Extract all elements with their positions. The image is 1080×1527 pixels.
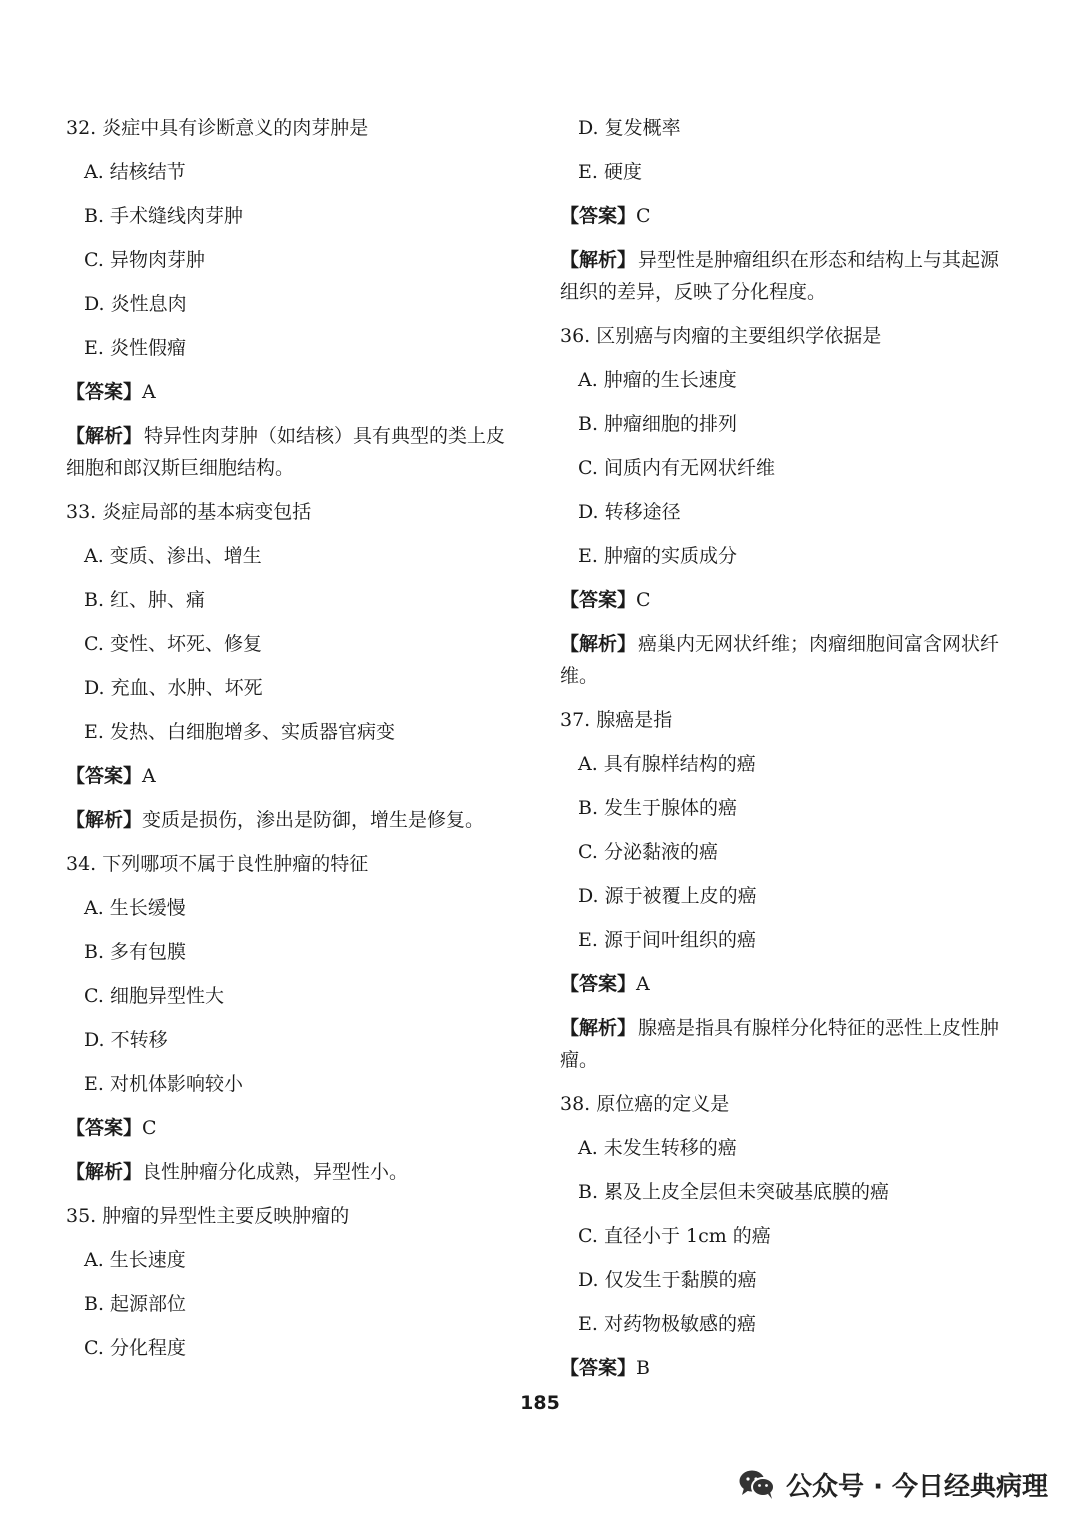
- question-34-answer: [66, 1106, 516, 1150]
- question-36-analysis: [560, 622, 1010, 698]
- watermark-text: 公众号 · 今日经典病理: [786, 1471, 1048, 1502]
- question-33-option-a: A. 变质、渗出、增生: [84, 545, 262, 567]
- page-number: 185: [520, 1392, 560, 1414]
- question-36-option-c: C. 间质内有无网状纤维: [578, 457, 775, 479]
- question-36-option-e: E. 肿瘤的实质成分: [578, 545, 737, 567]
- question-37-option-d: D. 源于被覆上皮的癌: [578, 885, 757, 907]
- answer-value: C: [636, 205, 651, 227]
- question-32-option-e: E. 炎性假瘤: [84, 337, 186, 359]
- answer-label: 【答案】: [560, 589, 637, 611]
- left-column: [66, 106, 516, 1370]
- wechat-icon: [738, 1468, 776, 1500]
- question-36-answer: [560, 578, 1010, 622]
- question-34-stem: 34. 下列哪项不属于良性肿瘤的特征: [66, 853, 369, 875]
- question-36-option-b: B. 肿瘤细胞的排列: [578, 413, 738, 435]
- watermark: [738, 1462, 1048, 1506]
- analysis-text: 异型性是肿瘤组织在形态和结构上与其起源组织的差异，反映了分化程度。: [560, 249, 1000, 303]
- question-32-option-b: B. 手术缝线肉芽肿: [84, 205, 244, 227]
- analysis-label: 【解析】: [560, 1017, 637, 1039]
- question-33-option-c: C. 变性、坏死、修复: [84, 633, 262, 655]
- question-35-option-a: A. 生长速度: [84, 1249, 186, 1271]
- question-34-option-e: E. 对机体影响较小: [84, 1073, 243, 1095]
- answer-value: C: [142, 1117, 157, 1139]
- analysis-label: 【解析】: [66, 425, 143, 447]
- question-37-analysis: [560, 1006, 1010, 1082]
- analysis-text: 癌巢内无网状纤维；肉瘤细胞间富含网状纤维。: [560, 633, 1000, 687]
- question-35-option-e: E. 硬度: [578, 161, 642, 183]
- question-34-option-c: C. 细胞异型性大: [84, 985, 224, 1007]
- question-38-option-b: B. 累及上皮全层但未突破基底膜的癌: [578, 1181, 890, 1203]
- question-34-option-a: A. 生长缓慢: [84, 897, 186, 919]
- question-35-option-d: D. 复发概率: [578, 117, 681, 139]
- question-32-stem: 32. 炎症中具有诊断意义的肉芽肿是: [66, 117, 369, 139]
- question-33-option-e: E. 发热、白细胞增多、实质器官病变: [84, 721, 395, 743]
- question-36-option-a: A. 肿瘤的生长速度: [578, 369, 737, 391]
- answer-value: C: [636, 589, 651, 611]
- question-32-option-c: C. 异物肉芽肿: [84, 249, 205, 271]
- right-column: [560, 106, 1010, 1390]
- question-33-stem: 33. 炎症局部的基本病变包括: [66, 501, 312, 523]
- question-38-option-c: C. 直径小于 1cm 的癌: [578, 1225, 771, 1247]
- answer-label: 【答案】: [66, 765, 143, 787]
- answer-label: 【答案】: [560, 973, 637, 995]
- question-33-answer: [66, 754, 516, 798]
- question-37-option-b: B. 发生于腺体的癌: [578, 797, 738, 819]
- question-37-option-c: C. 分泌黏液的癌: [578, 841, 718, 863]
- analysis-label: 【解析】: [560, 633, 637, 655]
- question-35-answer: [560, 194, 1010, 238]
- answer-value: A: [142, 381, 156, 403]
- analysis-text: 腺癌是指具有腺样分化特征的恶性上皮性肿瘤。: [560, 1017, 1000, 1071]
- question-38-answer: [560, 1346, 1010, 1390]
- question-38-option-a: A. 未发生转移的癌: [578, 1137, 737, 1159]
- question-32-analysis: [66, 414, 516, 490]
- answer-label: 【答案】: [66, 1117, 143, 1139]
- analysis-text: 变质是损伤，渗出是防御，增生是修复。: [142, 809, 485, 831]
- question-37-answer: [560, 962, 1010, 1006]
- question-32-option-a: A. 结核结节: [84, 161, 186, 183]
- question-32-answer: [66, 370, 516, 414]
- question-38-stem: 38. 原位癌的定义是: [560, 1093, 730, 1115]
- question-37-option-e: E. 源于间叶组织的癌: [578, 929, 756, 951]
- analysis-label: 【解析】: [560, 249, 637, 271]
- analysis-text: 特异性肉芽肿（如结核）具有典型的类上皮细胞和郎汉斯巨细胞结构。: [66, 425, 506, 479]
- question-37-stem: 37. 腺癌是指: [560, 709, 673, 731]
- question-37-option-a: A. 具有腺样结构的癌: [578, 753, 756, 775]
- answer-value: A: [142, 765, 156, 787]
- question-35-option-c: C. 分化程度: [84, 1337, 186, 1359]
- question-34-option-d: D. 不转移: [84, 1029, 168, 1051]
- question-35-analysis: [560, 238, 1010, 314]
- question-35-stem: 35. 肿瘤的异型性主要反映肿瘤的: [66, 1205, 350, 1227]
- question-33-analysis: [66, 798, 516, 842]
- question-34-analysis: [66, 1150, 516, 1194]
- answer-label: 【答案】: [560, 205, 637, 227]
- question-32-option-d: D. 炎性息肉: [84, 293, 187, 315]
- question-33-option-d: D. 充血、水肿、坏死: [84, 677, 263, 699]
- answer-value: B: [636, 1357, 650, 1379]
- question-33-option-b: B. 红、肿、痛: [84, 589, 206, 611]
- question-36-stem: 36. 区别癌与肉瘤的主要组织学依据是: [560, 325, 882, 347]
- question-34-option-b: B. 多有包膜: [84, 941, 187, 963]
- answer-label: 【答案】: [66, 381, 143, 403]
- question-38-option-d: D. 仅发生于黏膜的癌: [578, 1269, 757, 1291]
- analysis-text: 良性肿瘤分化成熟，异型性小。: [142, 1161, 409, 1183]
- question-38-option-e: E. 对药物极敏感的癌: [578, 1313, 756, 1335]
- analysis-label: 【解析】: [66, 809, 143, 831]
- answer-label: 【答案】: [560, 1357, 637, 1379]
- answer-value: A: [636, 973, 650, 995]
- analysis-label: 【解析】: [66, 1161, 143, 1183]
- question-36-option-d: D. 转移途径: [578, 501, 681, 523]
- question-35-option-b: B. 起源部位: [84, 1293, 187, 1315]
